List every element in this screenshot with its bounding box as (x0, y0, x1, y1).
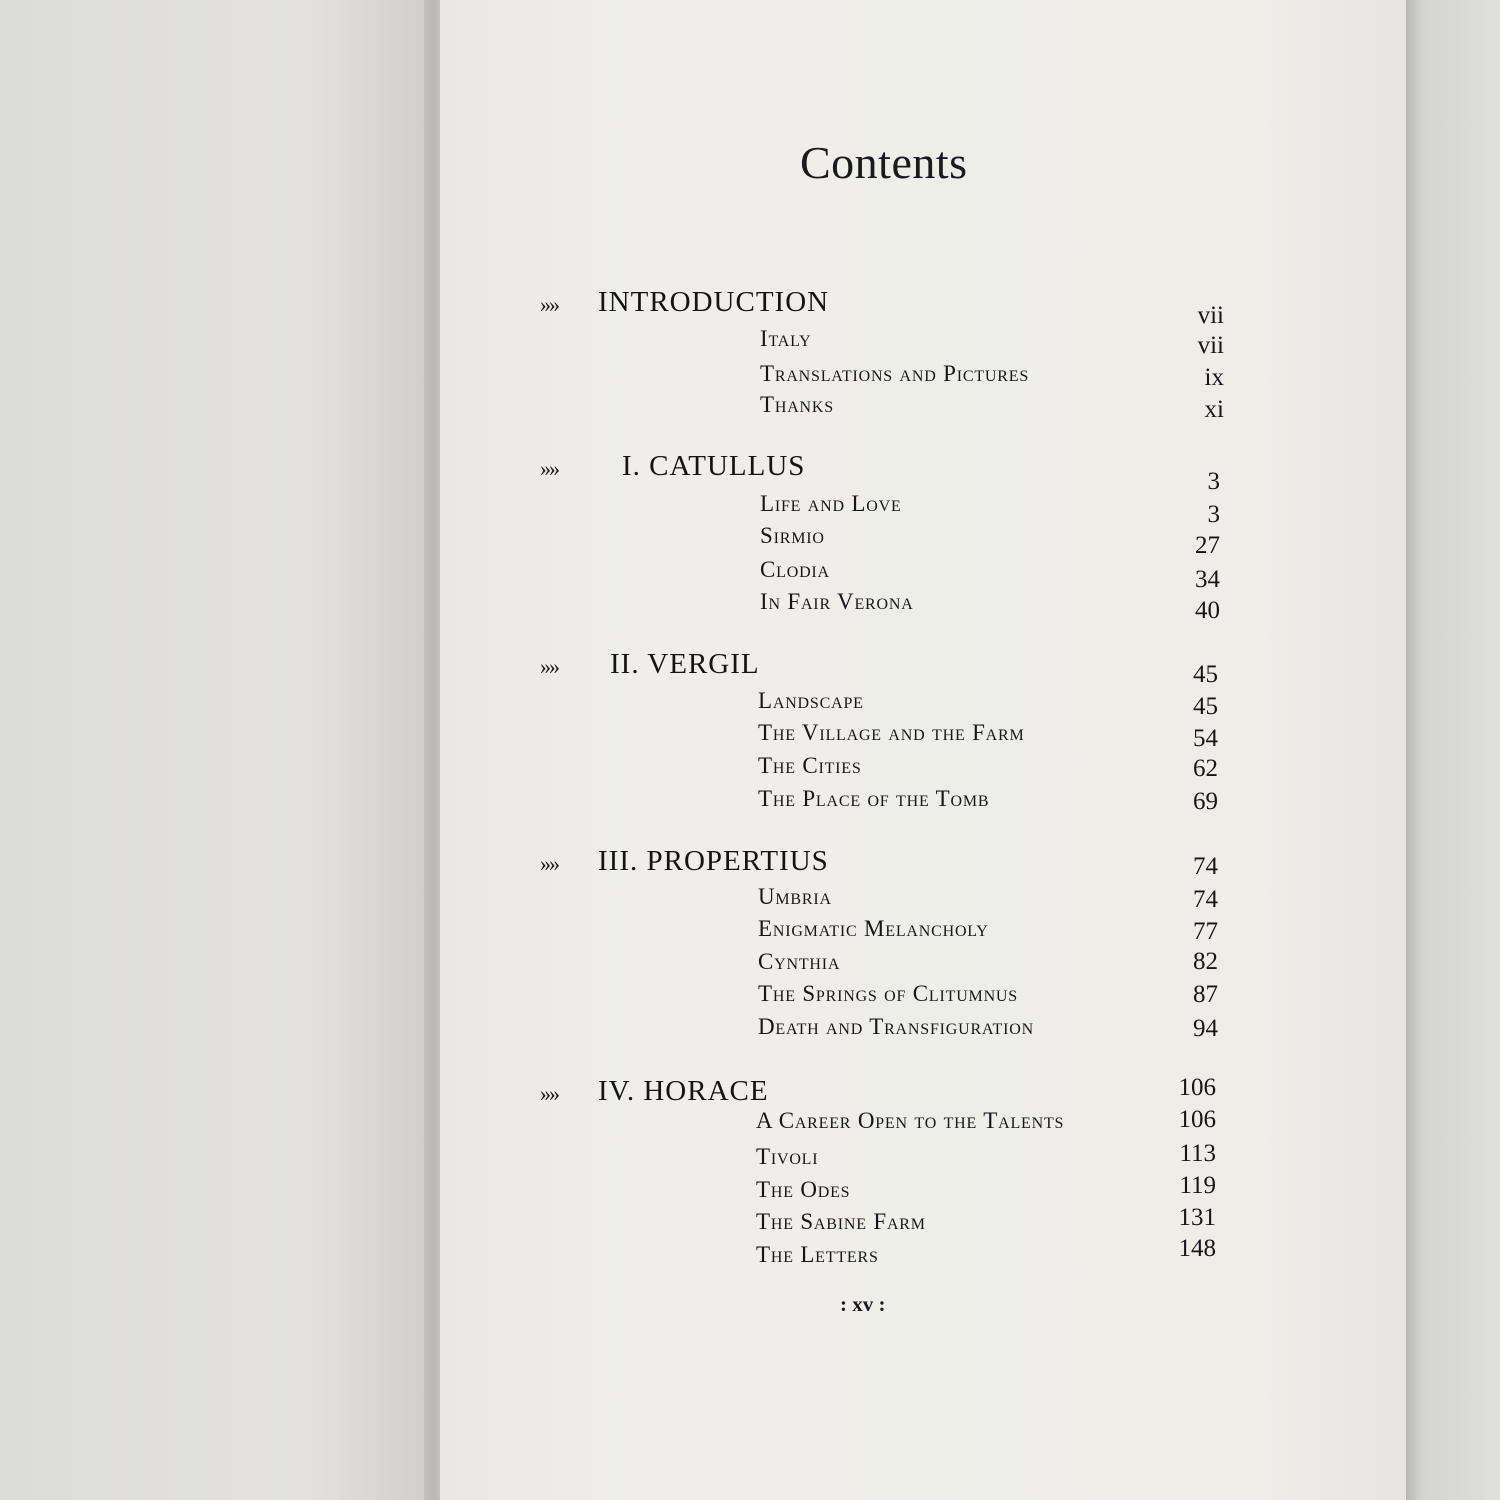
section-title: The Sabine Farm (756, 1209, 926, 1234)
section-title: Umbria (758, 884, 832, 909)
chapter-page-number: 106 (1178, 1074, 1216, 1101)
section-page-number: 131 (1178, 1204, 1216, 1231)
section-page-number: 87 (1193, 981, 1218, 1008)
section-page-number: 40 (1195, 597, 1220, 624)
chapter-title: III. PROPERTIUS (598, 845, 829, 877)
section-title: The Cities (758, 753, 862, 778)
page-title: Contents (800, 137, 968, 188)
section-page-number: 82 (1193, 948, 1218, 975)
section-page-number: 69 (1193, 788, 1218, 815)
chapter-title: IV. HORACE (598, 1075, 769, 1107)
section-title: Italy (760, 326, 812, 351)
section-title: The Place of the Tomb (758, 786, 990, 811)
section-page-number: 77 (1193, 918, 1218, 945)
section-page-number: vii (1197, 332, 1224, 359)
section-page-number: xi (1204, 396, 1224, 423)
section-page-number: 119 (1179, 1172, 1216, 1199)
section-title: The Odes (756, 1177, 851, 1202)
chapter-title: II. VERGIL (610, 648, 760, 680)
arrow-bullet-icon: »» (540, 1081, 558, 1106)
chapter-title: I. CATULLUS (622, 450, 806, 482)
chapter-page-number: 3 (1207, 468, 1220, 495)
section-page-number: 74 (1193, 886, 1218, 913)
section-title: A Career Open to the Talents (756, 1108, 1065, 1133)
section-page-number: 45 (1193, 693, 1218, 720)
arrow-bullet-icon: »» (540, 292, 558, 317)
section-page-number: 113 (1179, 1140, 1216, 1167)
page-edge (1406, 0, 1500, 1500)
section-title: Enigmatic Melancholy (758, 916, 989, 941)
section-title: Life and Love (760, 491, 902, 516)
section-title: Death and Transfiguration (758, 1014, 1034, 1039)
chapter-page-number: vii (1197, 302, 1224, 329)
section-title: Translations and Pictures (760, 361, 1030, 386)
section-title: Clodia (760, 557, 830, 582)
chapter-page-number: 45 (1193, 661, 1218, 688)
section-title: The Springs of Clitumnus (758, 981, 1018, 1006)
section-page-number: ix (1204, 364, 1224, 391)
left-page-blurred (0, 0, 436, 1500)
section-title: Landscape (758, 688, 864, 713)
contents-page (440, 0, 1408, 1500)
section-page-number: 27 (1195, 532, 1220, 559)
section-title: Sirmio (760, 523, 825, 548)
arrow-bullet-icon: »» (540, 851, 558, 876)
section-page-number: 94 (1193, 1015, 1218, 1042)
section-page-number: 3 (1207, 501, 1220, 528)
section-title: The Village and the Farm (758, 720, 1025, 745)
section-page-number: 106 (1178, 1106, 1216, 1133)
section-title: Thanks (760, 392, 834, 417)
section-page-number: 34 (1195, 566, 1220, 593)
page-folio: : xv : (840, 1292, 886, 1316)
arrow-bullet-icon: »» (540, 456, 558, 481)
section-title: The Letters (756, 1242, 879, 1267)
section-page-number: 54 (1193, 725, 1218, 752)
section-page-number: 148 (1178, 1235, 1216, 1262)
arrow-bullet-icon: »» (540, 654, 558, 679)
section-title: Cynthia (758, 949, 841, 974)
section-title: Tivoli (756, 1144, 819, 1169)
chapter-page-number: 74 (1193, 853, 1218, 880)
section-title: In Fair Verona (760, 589, 914, 614)
chapter-title: INTRODUCTION (598, 286, 830, 318)
section-page-number: 62 (1193, 755, 1218, 782)
